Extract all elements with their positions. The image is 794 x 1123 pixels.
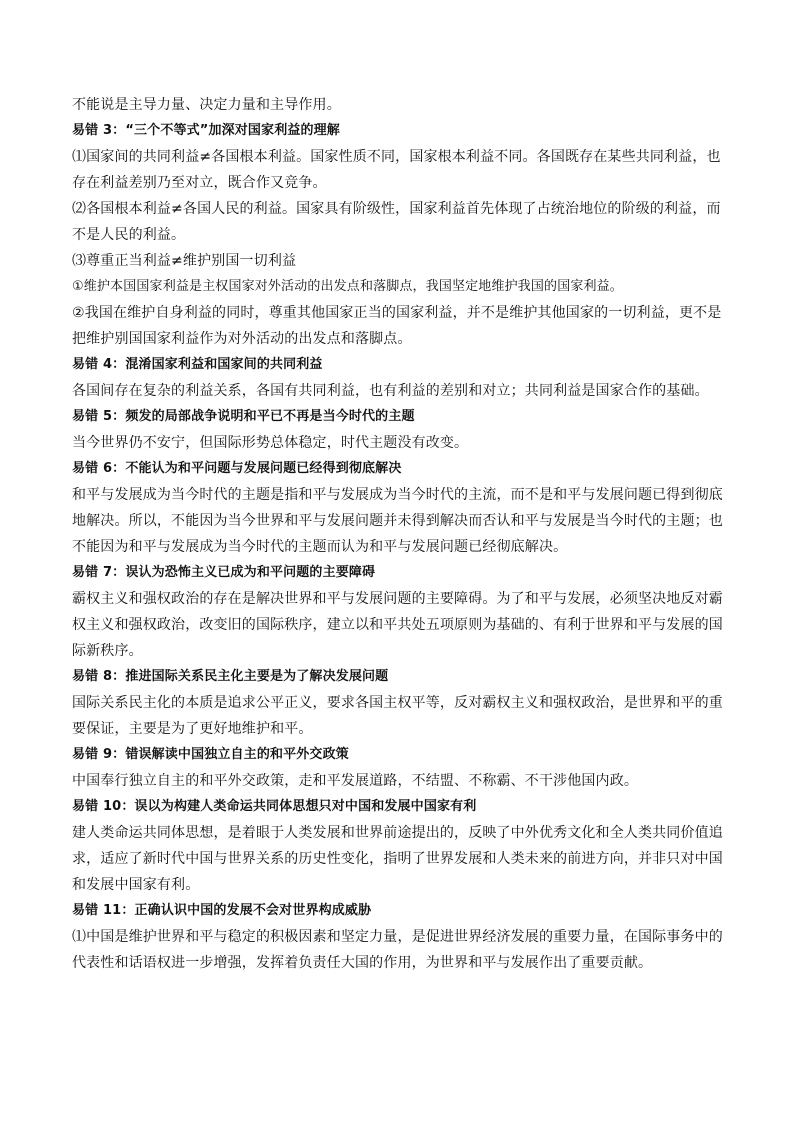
- text-line: 霸权主义和强权政治的存在是解决世界和平与发展问题的主要障碍。为了和平与发展，必须坚决地反对霸: [72, 591, 723, 607]
- text-line: 中国奉行独立自主的和平外交政策，走和平发展道路，不结盟、不称霸、不干涉他国内政。: [72, 773, 638, 789]
- text-line: 地解决。所以，不能因为当今世界和平与发展问题并未得到解决而否认和平与发展是当今时代的主题；也: [72, 513, 723, 529]
- text-line: 存在利益差别乃至对立，既合作又竞争。: [72, 175, 327, 191]
- section-heading: 易错 10：误以为构建人类命运共同体思想只对中国和发展中国家有利: [72, 799, 477, 814]
- section-heading: 易错 9：错误解读中国独立自主的和平外交政策: [72, 747, 349, 762]
- section-heading: 易错 4：混淆国家利益和国家间的共同利益: [72, 357, 323, 372]
- text-line: 和发展中国家有利。: [72, 877, 200, 893]
- text-line: 国际关系民主化的本质是追求公平正义，要求各国主权平等，反对霸权主义和强权政治，是世界和平的重: [72, 695, 723, 711]
- text-line: 各国间存在复杂的利益关系，各国有共同利益，也有利益的差别和对立；共同利益是国家合作的基础。: [72, 383, 709, 399]
- section-heading: 易错 11：正确认识中国的发展不会对世界构成威胁: [72, 903, 372, 918]
- section-heading: 易错 3：“三个不等式”加深对国家利益的理解: [72, 123, 340, 138]
- section-heading: 易错 6：不能认为和平问题与发展问题已经得到彻底解决: [72, 461, 402, 476]
- text-line: 不能说是主导力量、决定力量和主导作用。: [72, 97, 341, 113]
- text-line: ⑴中国是维护世界和平与稳定的积极因素和坚定力量，是促进世界经济发展的重要力量，在国际事务中的: [72, 929, 723, 945]
- text-line: ⑵各国根本利益≠各国人民的利益。国家具有阶级性，国家利益首先体现了占统治地位的阶级的利益，而: [72, 201, 721, 217]
- text-line: ①维护本国国家利益是主权国家对外活动的出发点和落脚点，我国坚定地维护我国的国家利益。: [72, 279, 623, 294]
- text-line: 不是人民的利益。: [72, 227, 186, 243]
- text-line: 不能因为和平与发展成为当今时代的主题而认为和平与发展问题已经彻底解决。: [72, 539, 568, 555]
- text-line: 把维护别国国家利益作为对外活动的出发点和落脚点。: [72, 331, 412, 347]
- section-heading: 易错 8：推进国际关系民主化主要是为了解决发展问题: [72, 669, 389, 684]
- text-line: ⑴国家间的共同利益≠各国根本利益。国家性质不同，国家根本利益不同。各国既存在某些共同利益，也: [72, 149, 721, 165]
- text-line: 权主义和强权政治，改变旧的国际秩序，建立以和平共处五项原则为基础的、有利于世界和平与发展的国: [72, 617, 723, 633]
- text-line: 要保证，主要是为了更好地维护和平。: [72, 721, 313, 737]
- text-line: ⑶尊重正当利益≠维护别国一切利益: [72, 253, 297, 269]
- text-line: 求，适应了新时代中国与世界关系的历史性变化，指明了世界发展和人类未来的前进方向，并非只对中国: [72, 851, 723, 867]
- section-heading: 易错 5：频发的局部战争说明和平已不再是当今时代的主题: [72, 409, 415, 424]
- text-line: ②我国在维护自身利益的同时，尊重其他国家正当的国家利益，并不是维护其他国家的一切利益，更不是: [72, 305, 722, 321]
- text-line: 建人类命运共同体思想，是着眼于人类发展和世界前途提出的，反映了中外优秀文化和全人类共同价值追: [72, 825, 723, 841]
- text-line: 际新秩序。: [72, 643, 143, 659]
- section-heading: 易错 7：误认为恐怖主义已成为和平问题的主要障碍: [72, 565, 376, 580]
- document-page: [72, 92, 724, 976]
- text-line: 代表性和话语权进一步增强，发挥着负责任大国的作用，为世界和平与发展作出了重要贡献。: [72, 955, 653, 971]
- text-line: 当今世界仍不安宁，但国际形势总体稳定，时代主题没有改变。: [72, 435, 469, 451]
- text-line: 和平与发展成为当今时代的主题是指和平与发展成为当今时代的主流，而不是和平与发展问题已得到彻底: [72, 487, 723, 503]
